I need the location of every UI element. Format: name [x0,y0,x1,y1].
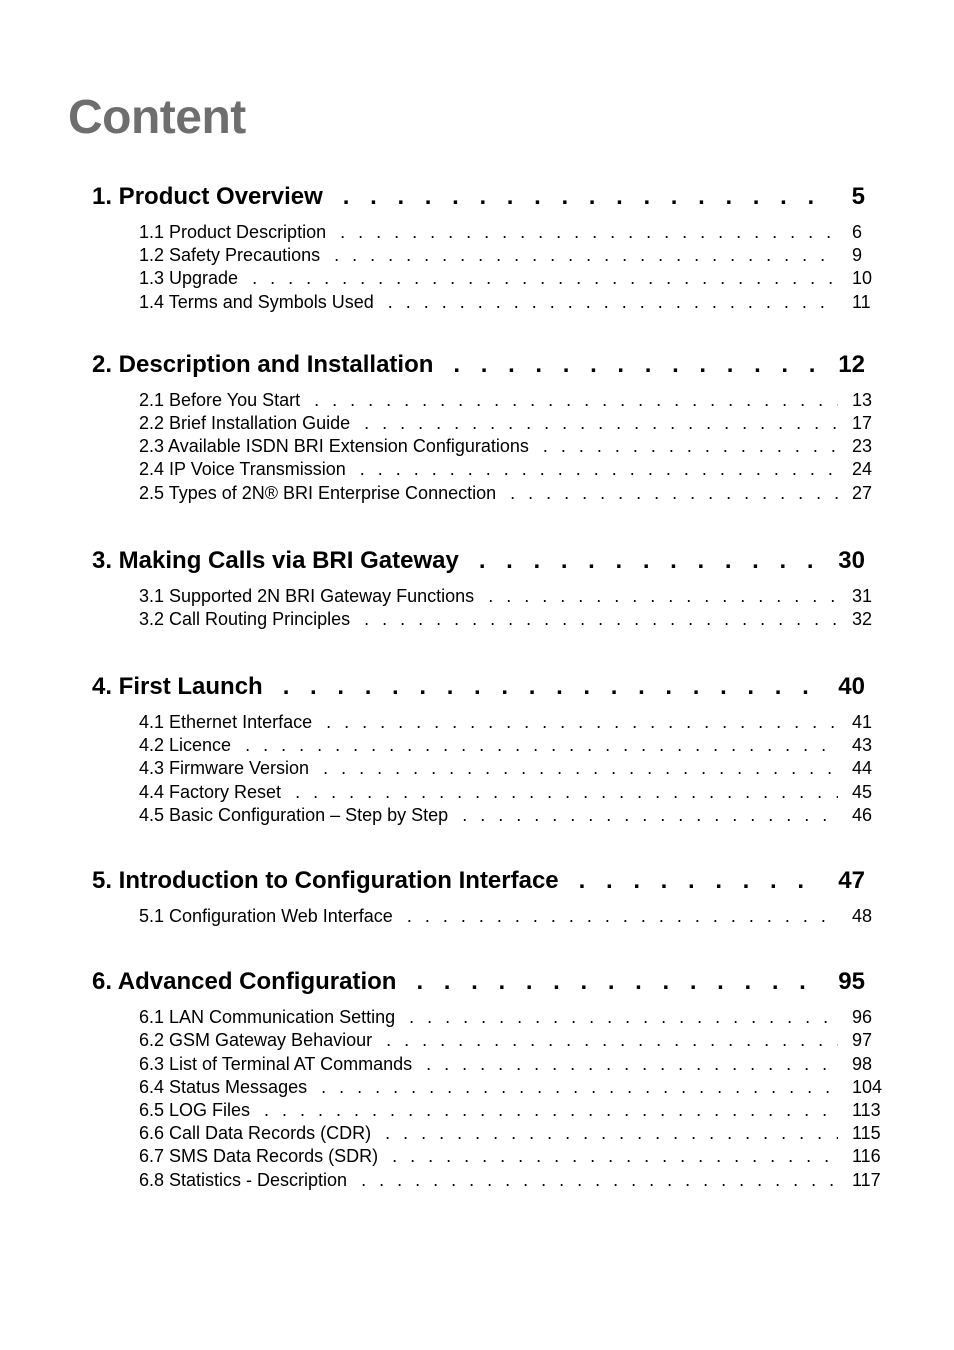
section-title: 6.1 LAN Communication Setting [139,1007,396,1028]
dot-leader [245,734,838,757]
toc-section-entry[interactable] [139,608,884,631]
toc-section-entry[interactable] [139,585,884,608]
dot-leader [543,435,838,458]
toc-section-entry[interactable] [139,905,884,928]
section-page-number: 10 [852,268,873,289]
section-page-number: 117 [852,1169,881,1190]
toc-section-entry[interactable] [139,1145,884,1168]
toc-section-entry[interactable] [139,757,884,780]
chapter-title: 6. Advanced Configuration [92,968,397,996]
dot-leader [479,544,820,578]
section-page-number: 97 [852,1030,873,1051]
toc-section-entry[interactable] [139,482,884,505]
toc-section-entry[interactable] [139,1053,884,1076]
dot-leader [409,1006,838,1029]
dot-leader [343,180,834,214]
chapter-page-number: 5 [851,183,865,210]
dot-leader [416,965,820,999]
toc-section-entry[interactable] [139,804,884,827]
section-title: 3.1 Supported 2N BRI Gateway Functions [139,585,475,606]
section-page-number: 6 [852,222,863,242]
dot-leader [283,670,821,704]
section-title: 1.2 Safety Precautions [139,245,321,266]
chapter-title: 5. Introduction to Configuration Interface [92,867,559,894]
dot-leader [340,221,838,244]
section-page-number: 46 [852,804,873,825]
toc-section-entry[interactable] [139,291,884,314]
dot-leader [264,1099,838,1122]
section-page-number: 116 [852,1146,881,1167]
dot-leader [323,757,838,780]
section-title: 3.2 Call Routing Principles [139,608,351,629]
toc-section-entry[interactable] [139,1122,884,1145]
chapter-title: 1. Product Overview [92,183,323,210]
chapter-title: 3. Making Calls via BRI Gateway [92,546,459,574]
dot-leader [295,781,838,804]
dot-leader [361,1169,838,1192]
toc-section-entry[interactable] [139,1076,884,1099]
section-title: 4.3 Firmware Version [139,758,310,779]
dot-leader [364,412,838,435]
toc-section-entry[interactable] [139,458,884,481]
section-page-number: 24 [852,459,873,480]
section-title: 6.5 LOG Files [139,1099,251,1120]
dot-leader [388,291,838,314]
section-page-number: 96 [852,1007,873,1028]
toc-chapter [92,965,884,1192]
toc-section-entry[interactable] [139,389,884,412]
section-page-number: 11 [852,291,871,312]
section-page-number: 32 [852,608,873,629]
section-title: 6.4 Status Messages [139,1076,308,1097]
toc-chapter [92,670,884,827]
dot-leader [314,389,838,412]
dot-leader [326,711,838,734]
dot-leader [407,905,838,928]
section-title: 2.5 Types of 2N® BRI Enterprise Connection [139,482,497,503]
toc-section-entry[interactable] [139,435,884,458]
dot-leader [364,608,838,631]
dot-leader [386,1029,838,1052]
section-title: 1.3 Upgrade [139,268,239,289]
table-of-contents [92,180,884,1192]
section-page-number: 13 [852,389,873,410]
section-page-number: 31 [852,585,873,606]
chapter-page-number: 47 [838,867,865,894]
section-page-number: 104 [852,1076,883,1097]
toc-chapter-entry[interactable] [92,544,865,578]
toc-section-entry[interactable] [139,734,884,757]
toc-section-entry[interactable] [139,1169,884,1192]
section-page-number: 27 [852,482,873,503]
section-title: 2.2 Brief Installation Guide [139,412,351,433]
section-page-number: 17 [852,412,873,433]
chapter-page-number: 12 [838,350,865,378]
section-page-number: 98 [852,1053,873,1074]
toc-chapter [92,544,884,631]
toc-section-entry[interactable] [139,1006,884,1029]
section-page-number: 115 [852,1123,881,1144]
section-title: 4.5 Basic Configuration – Step by Step [139,804,449,825]
section-page-number: 9 [852,245,863,266]
section-list [139,905,884,928]
section-page-number: 23 [852,436,873,457]
toc-chapter-entry[interactable] [92,348,865,382]
section-list [139,711,884,827]
dot-leader [321,1076,838,1099]
section-title: 5.1 Configuration Web Interface [139,906,393,926]
section-title: 2.4 IP Voice Transmission [139,459,346,480]
section-list [139,221,884,314]
section-page-number: 44 [852,758,873,779]
chapter-title: 4. First Launch [92,673,263,701]
toc-section-entry[interactable] [139,711,884,734]
dot-leader [426,1053,838,1076]
section-list [139,1006,884,1192]
toc-chapter-entry[interactable] [92,965,865,999]
chapter-page-number: 40 [838,673,865,701]
section-list [139,585,884,631]
dot-leader [453,348,820,382]
section-title: 1.4 Terms and Symbols Used [139,291,374,312]
dot-leader [488,585,838,608]
section-title: 4.1 Ethernet Interface [139,712,313,733]
toc-section-entry[interactable] [139,781,884,804]
section-title: 6.2 GSM Gateway Behaviour [139,1030,373,1051]
section-page-number: 48 [852,906,873,926]
page-title: Content [68,91,246,144]
section-page-number: 45 [852,781,873,802]
section-title: 6.8 Statistics - Description [139,1169,348,1190]
toc-chapter-entry[interactable] [92,180,865,214]
section-title: 6.6 Call Data Records (CDR) [139,1123,372,1144]
dot-leader [579,864,821,898]
dot-leader [392,1145,838,1168]
toc-chapter-entry[interactable] [92,864,865,898]
chapter-page-number: 30 [838,546,865,574]
section-title: 4.4 Factory Reset [139,781,282,802]
section-title: 2.3 Available ISDN BRI Extension Configurations [139,436,529,457]
section-list [139,389,884,505]
section-page-number: 113 [852,1099,881,1120]
toc-section-entry[interactable] [139,267,884,290]
dot-leader [360,458,838,481]
dot-leader [385,1122,838,1145]
toc-chapter [92,864,884,928]
dot-leader [252,267,838,290]
toc-section-entry[interactable] [139,412,884,435]
dot-leader [334,244,838,267]
section-title: 1.1 Product Description [139,222,327,242]
chapter-title: 2. Description and Installation [92,350,434,378]
dot-leader [510,482,838,505]
toc-chapter-entry[interactable] [92,670,865,704]
toc-chapter [92,180,884,314]
dot-leader [462,804,838,827]
section-title: 6.3 List of Terminal AT Commands [139,1053,413,1074]
toc-section-entry[interactable] [139,1029,884,1052]
section-page-number: 41 [852,712,873,733]
toc-section-entry[interactable] [139,244,884,267]
toc-chapter [92,348,884,505]
section-title: 6.7 SMS Data Records (SDR) [139,1146,379,1167]
section-title: 2.1 Before You Start [139,389,301,410]
toc-section-entry[interactable] [139,221,884,244]
chapter-page-number: 95 [838,968,865,996]
section-page-number: 43 [852,735,873,756]
section-title: 4.2 Licence [139,735,232,756]
toc-section-entry[interactable] [139,1099,884,1122]
